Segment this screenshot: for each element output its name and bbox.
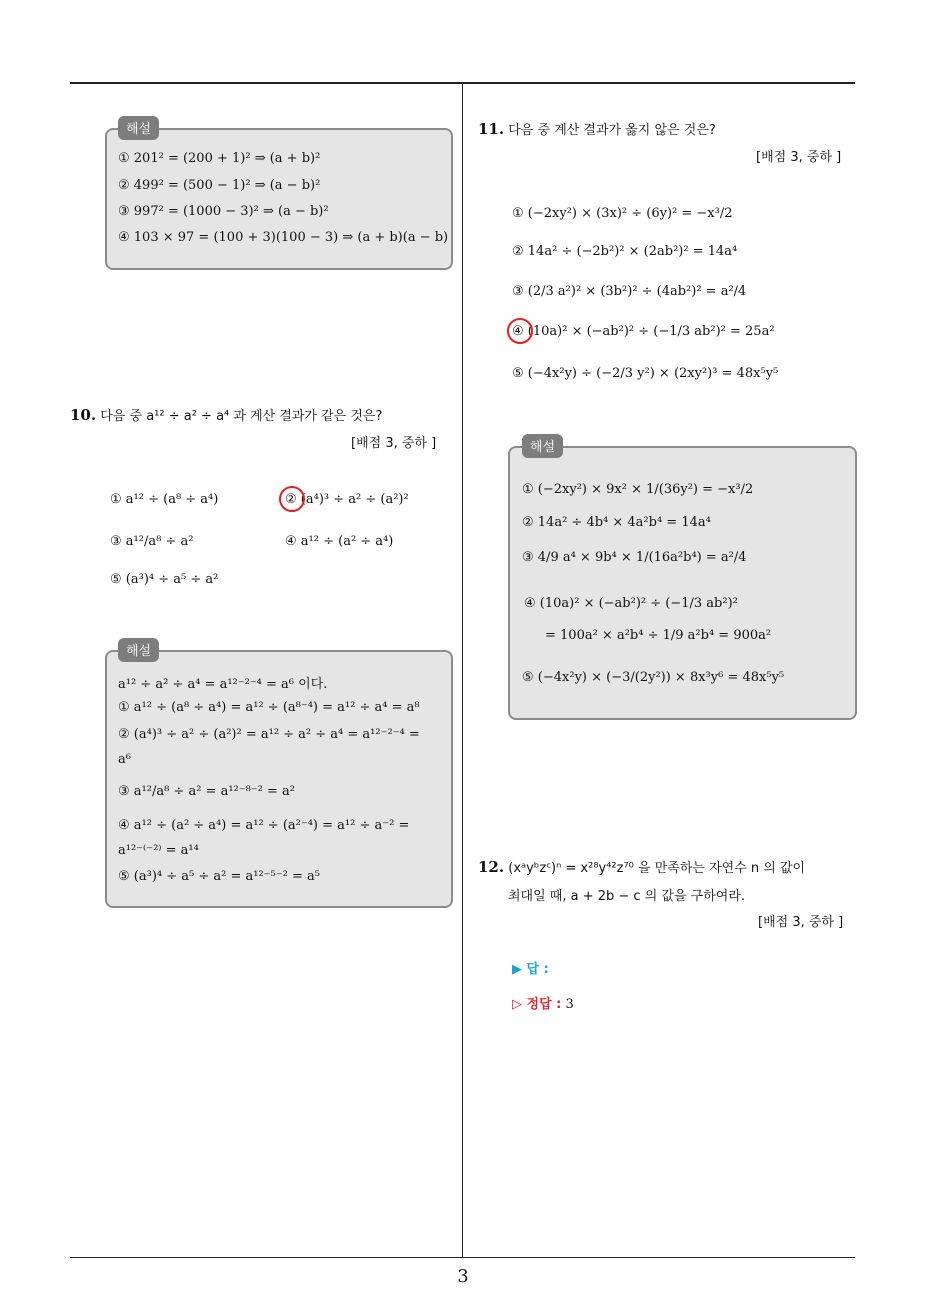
q12-correct-value: 3 xyxy=(565,997,574,1012)
q9-solution-line-2: ② 499² = (500 − 1)² ⇒ (a − b)² xyxy=(118,178,321,193)
q11-option-1[interactable]: ① (−2xy²) × (3x)² ÷ (6y)² = −x³/2 xyxy=(512,206,733,221)
q12-question xyxy=(478,857,805,876)
q10-number: 10. xyxy=(70,406,97,424)
q10-option-3[interactable]: ③ a¹²/a⁸ ÷ a² xyxy=(110,534,194,549)
q10-option-4[interactable]: ④ a¹² ÷ (a² ÷ a⁴) xyxy=(285,534,394,549)
q10-option-1[interactable]: ① a¹² ÷ (a⁸ ÷ a⁴) xyxy=(110,492,219,507)
footer-rule xyxy=(70,1257,855,1258)
q9-solution-line-1: ① 201² = (200 + 1)² ⇒ (a + b)² xyxy=(118,151,321,166)
q10-text: 다음 중 a¹² ÷ a² ÷ a⁴ 과 계산 결과가 같은 것은? xyxy=(100,409,383,424)
q9-solution-tag: 해설 xyxy=(118,116,159,140)
page-number: 3 xyxy=(457,1266,469,1287)
q10-option-5[interactable]: ⑤ (a³)⁴ ÷ a⁵ ÷ a² xyxy=(110,572,219,587)
q11-solution-line-1: ① (−2xy²) × 9x² × 1/(36y²) = −x³/2 xyxy=(522,482,754,497)
q12-number: 12. xyxy=(478,858,505,876)
q11-solution-line-6: ⑤ (−4x²y) × (−3/(2y²)) × 8x³y⁶ = 48x⁵y⁵ xyxy=(522,670,785,685)
q12-correct-row xyxy=(512,993,574,1012)
q11-solution-tag: 해설 xyxy=(522,434,563,458)
q10-solution-line-1: a¹² ÷ a² ÷ a⁴ = a¹²⁻²⁻⁴ = a⁶ 이다. xyxy=(118,677,328,692)
q10-selected-mark xyxy=(279,486,305,512)
q11-selected-mark xyxy=(507,318,533,344)
q11-solution-line-5: = 100a² × a²b⁴ ÷ 1/9 a²b⁴ = 900a² xyxy=(545,628,772,643)
q10-solution-line-2: ① a¹² ÷ (a⁸ ÷ a⁴) = a¹² ÷ (a⁸⁻⁴) = a¹² ÷ a⁴ = a⁸ xyxy=(118,700,420,715)
q10-solution-line-8: ⑤ (a³)⁴ ÷ a⁵ ÷ a² = a¹²⁻⁵⁻² = a⁵ xyxy=(118,869,320,884)
q10-solution-line-4: a⁶ xyxy=(118,752,131,767)
q11-solution-line-2: ② 14a² ÷ 4b⁴ × 4a²b⁴ = 14a⁴ xyxy=(522,515,711,530)
q11-text: 다음 중 계산 결과가 옳지 않은 것은? xyxy=(508,123,716,138)
q9-solution-line-4: ④ 103 × 97 = (100 + 3)(100 − 3) ⇒ (a + b)(a − b) xyxy=(118,230,449,245)
q10-points: [배점 3, 중하 ] xyxy=(351,436,437,451)
q11-number: 11. xyxy=(478,120,505,138)
q10-question xyxy=(70,405,382,424)
q11-solution-line-3: ③ 4/9 a⁴ × 9b⁴ × 1/(16a²b⁴) = a²/4 xyxy=(522,550,747,565)
q12-text-line-1: (xᵃyᵇzᶜ)ⁿ = x²⁸y⁴²z⁷⁰ 을 만족하는 자연수 n 의 값이 xyxy=(508,861,806,876)
q11-solution-line-4: ④ (10a)² × (−ab²)² ÷ (−1/3 ab²)² xyxy=(524,596,738,611)
q9-solution-line-3: ③ 997² = (1000 − 3)² ⇒ (a − b)² xyxy=(118,204,329,219)
q9-solution-box xyxy=(105,128,453,270)
q11-option-4[interactable]: ④ (10a)² × (−ab²)² ÷ (−1/3 ab²)² = 25a² xyxy=(512,324,775,339)
q11-option-2[interactable]: ② 14a² ÷ (−2b²)² × (2ab²)² = 14a⁴ xyxy=(512,244,738,259)
column-divider xyxy=(462,84,463,1258)
q10-solution-line-7: a¹²⁻⁽⁻²⁾ = a¹⁴ xyxy=(118,843,199,858)
q12-answer-label: ▶ 답 : xyxy=(512,962,549,977)
q12-correct-label: ▷ 정답 : xyxy=(512,997,562,1012)
q12-points: [배점 3, 중하 ] xyxy=(758,915,844,930)
q10-solution-line-3: ② (a⁴)³ ÷ a² ÷ (a²)² = a¹² ÷ a² ÷ a⁴ = a¹²⁻²⁻⁴ = xyxy=(118,727,420,742)
q11-option-5[interactable]: ⑤ (−4x²y) ÷ (−2/3 y²) × (2xy²)³ = 48x⁵y⁵ xyxy=(512,366,779,381)
q11-option-3[interactable]: ③ (2/3 a²)² × (3b²)² ÷ (4ab²)² = a²/4 xyxy=(512,284,747,299)
q10-option-2[interactable]: ② (a⁴)³ ÷ a² ÷ (a²)² xyxy=(285,492,409,507)
q12-text-line-2: 최대일 때, a + 2b − c 의 값을 구하여라. xyxy=(508,889,746,904)
q11-points: [배점 3, 중하 ] xyxy=(756,150,842,165)
q10-solution-line-5: ③ a¹²/a⁸ ÷ a² = a¹²⁻⁸⁻² = a² xyxy=(118,784,296,799)
q10-solution-line-6: ④ a¹² ÷ (a² ÷ a⁴) = a¹² ÷ (a²⁻⁴) = a¹² ÷ a⁻² = xyxy=(118,818,410,833)
q10-solution-tag: 해설 xyxy=(118,638,159,662)
q11-question xyxy=(478,119,716,138)
